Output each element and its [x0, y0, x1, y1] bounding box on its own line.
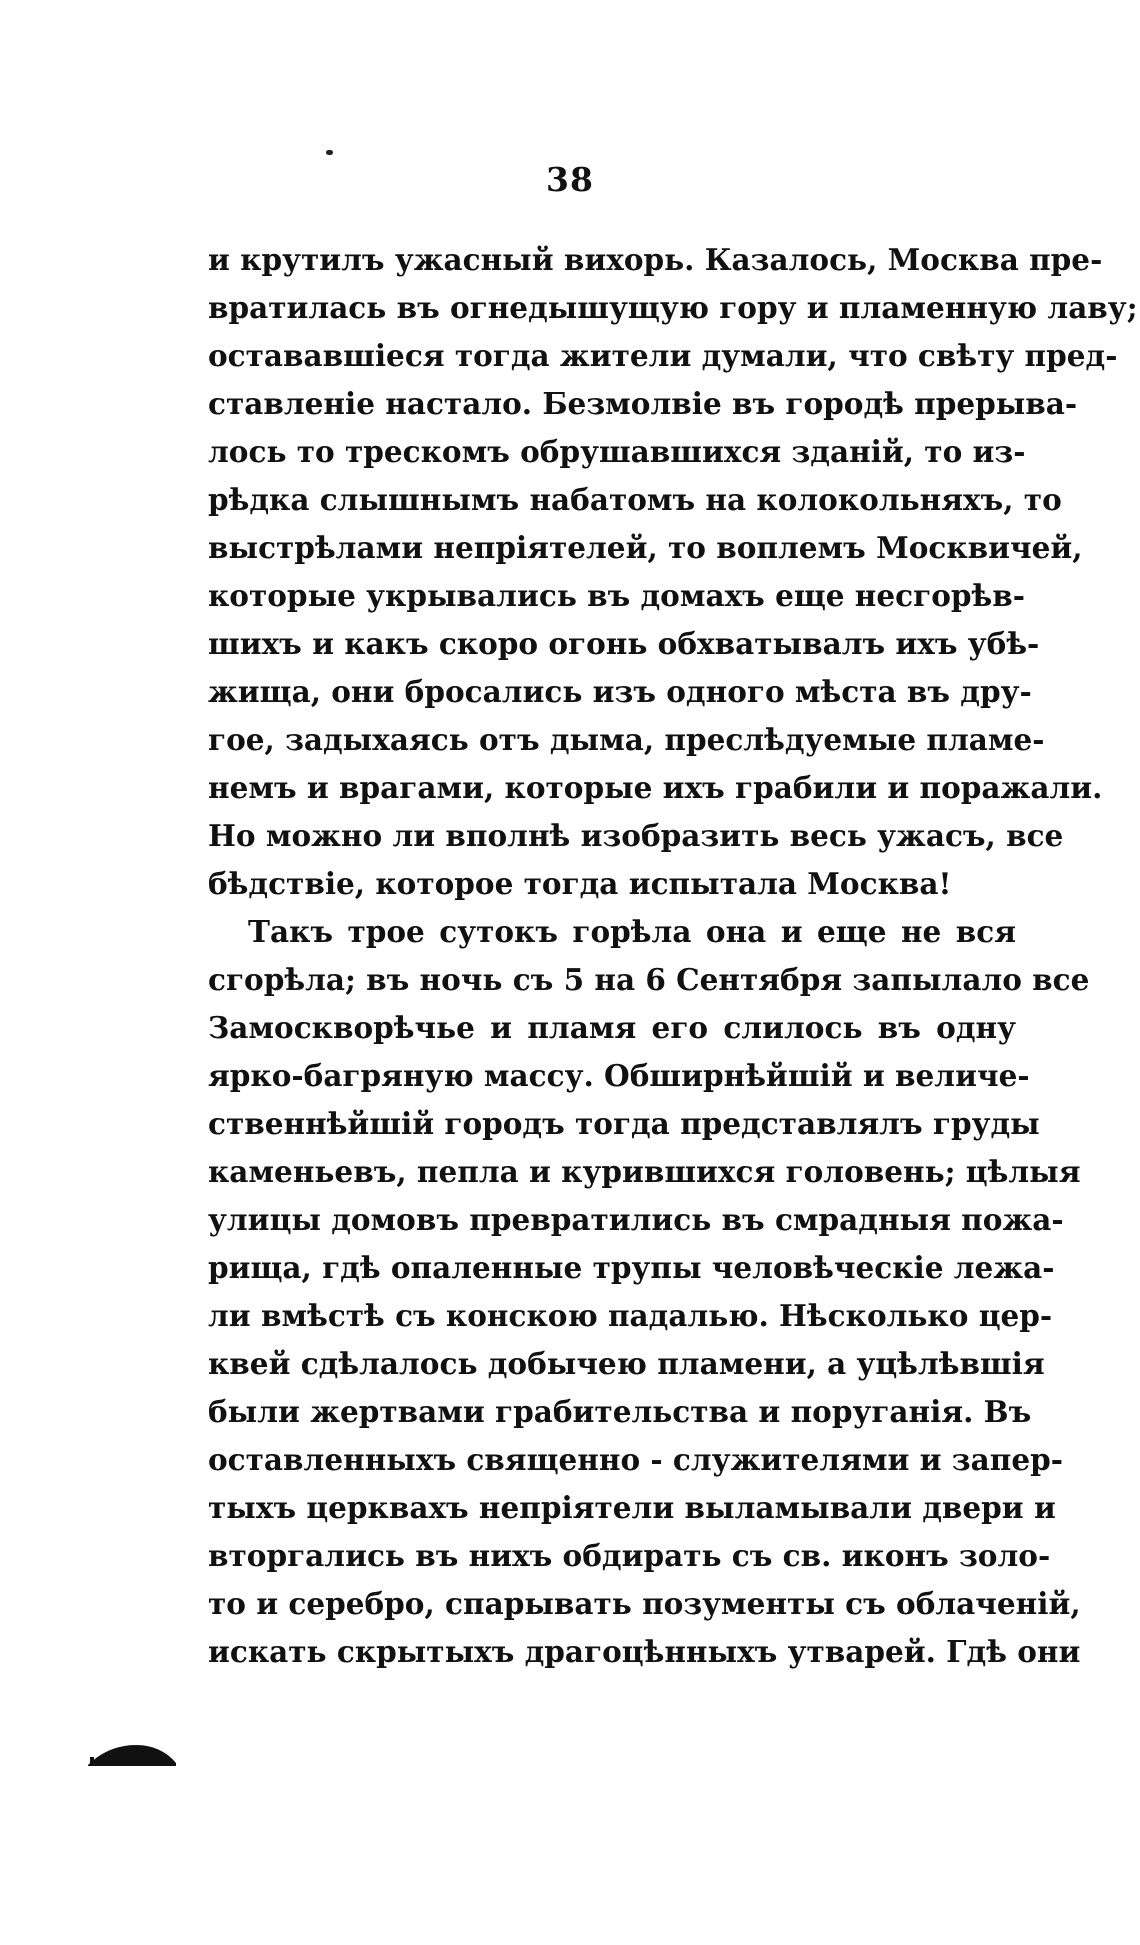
page-number: 38 [546, 160, 594, 199]
text-line: и крутилъ ужасный вихорь. Казалось, Москва пре- [208, 242, 1103, 277]
text-line: Такъ трое сутокъ горѣла она и еще не вся [248, 914, 1016, 949]
text-line: выстрѣлами непріятелей, то воплемъ Москвичей, [208, 530, 1083, 565]
text-line: искать скрытыхъ драгоцѣнныхъ утварей. Гдѣ они [208, 1634, 1081, 1669]
text-line: оставленныхъ священно - служителями и запер- [208, 1442, 1063, 1477]
text-line: рища, гдѣ опаленные трупы человѣческіе лежа- [208, 1250, 1055, 1285]
text-line: немъ и врагами, которые ихъ грабили и поражали. [208, 770, 1103, 805]
text-line: ставленіе настало. Безмолвіе въ городѣ прерыва- [208, 386, 1078, 421]
text-line: каменьевъ, пепла и курившихся головень; цѣлыя [208, 1154, 1081, 1189]
ink-blot-mark [86, 1741, 178, 1767]
text-line: ственнѣйшій городъ тогда представлялъ груды [208, 1106, 1040, 1141]
ink-speck [326, 150, 333, 155]
text-line: шихъ и какъ скоро огонь обхватывалъ ихъ убѣ- [208, 626, 1040, 661]
text-line: вторгались въ нихъ обдирать съ св. иконъ золо- [208, 1538, 1051, 1573]
text-line: квей сдѣлалось добычею пламени, а уцѣлѣвшія [208, 1346, 1045, 1381]
text-line: которые укрывались въ домахъ еще несгорѣв- [208, 578, 1025, 613]
text-line: сгорѣла; въ ночь съ 5 на 6 Сентября запылало все [208, 962, 1090, 997]
text-line: рѣдка слышнымъ набатомъ на колокольняхъ, то [208, 482, 1062, 517]
text-line: улицы домовъ превратились въ смрадныя пожа- [208, 1202, 1064, 1237]
body-text [208, 236, 1138, 1676]
text-line: жища, они бросались изъ одного мѣста въ дру- [208, 674, 1032, 709]
text-line: бѣдствіе, которое тогда испытала Москва! [208, 866, 952, 901]
text-line: были жертвами грабительства и поруганія. Въ [208, 1394, 1032, 1429]
text-line: ли вмѣстѣ съ конскою падалью. Нѣсколько цер- [208, 1298, 1053, 1333]
text-line: вратилась въ огнедышущую гору и пламенную лаву; [208, 290, 1138, 325]
text-line: ярко-багряную массу. Обширнѣйшій и величе- [208, 1058, 1030, 1093]
text-line: лось то трескомъ обрушавшихся зданій, то из- [208, 434, 1026, 469]
text-line: гое, задыхаясь отъ дыма, преслѣдуемые пламе- [208, 722, 1045, 757]
text-line: тыхъ церквахъ непріятели выламывали двери и [208, 1490, 1056, 1525]
text-line: Но можно ли вполнѣ изобразить весь ужасъ, все [208, 818, 1064, 853]
text-line: Замоскворѣчье и пламя его слилось въ одну [208, 1010, 1016, 1045]
text-line: остававшіеся тогда жители думали, что свѣту пред- [208, 338, 1118, 373]
text-line: то и серебро, спарывать позументы съ облаченій, [208, 1586, 1081, 1621]
